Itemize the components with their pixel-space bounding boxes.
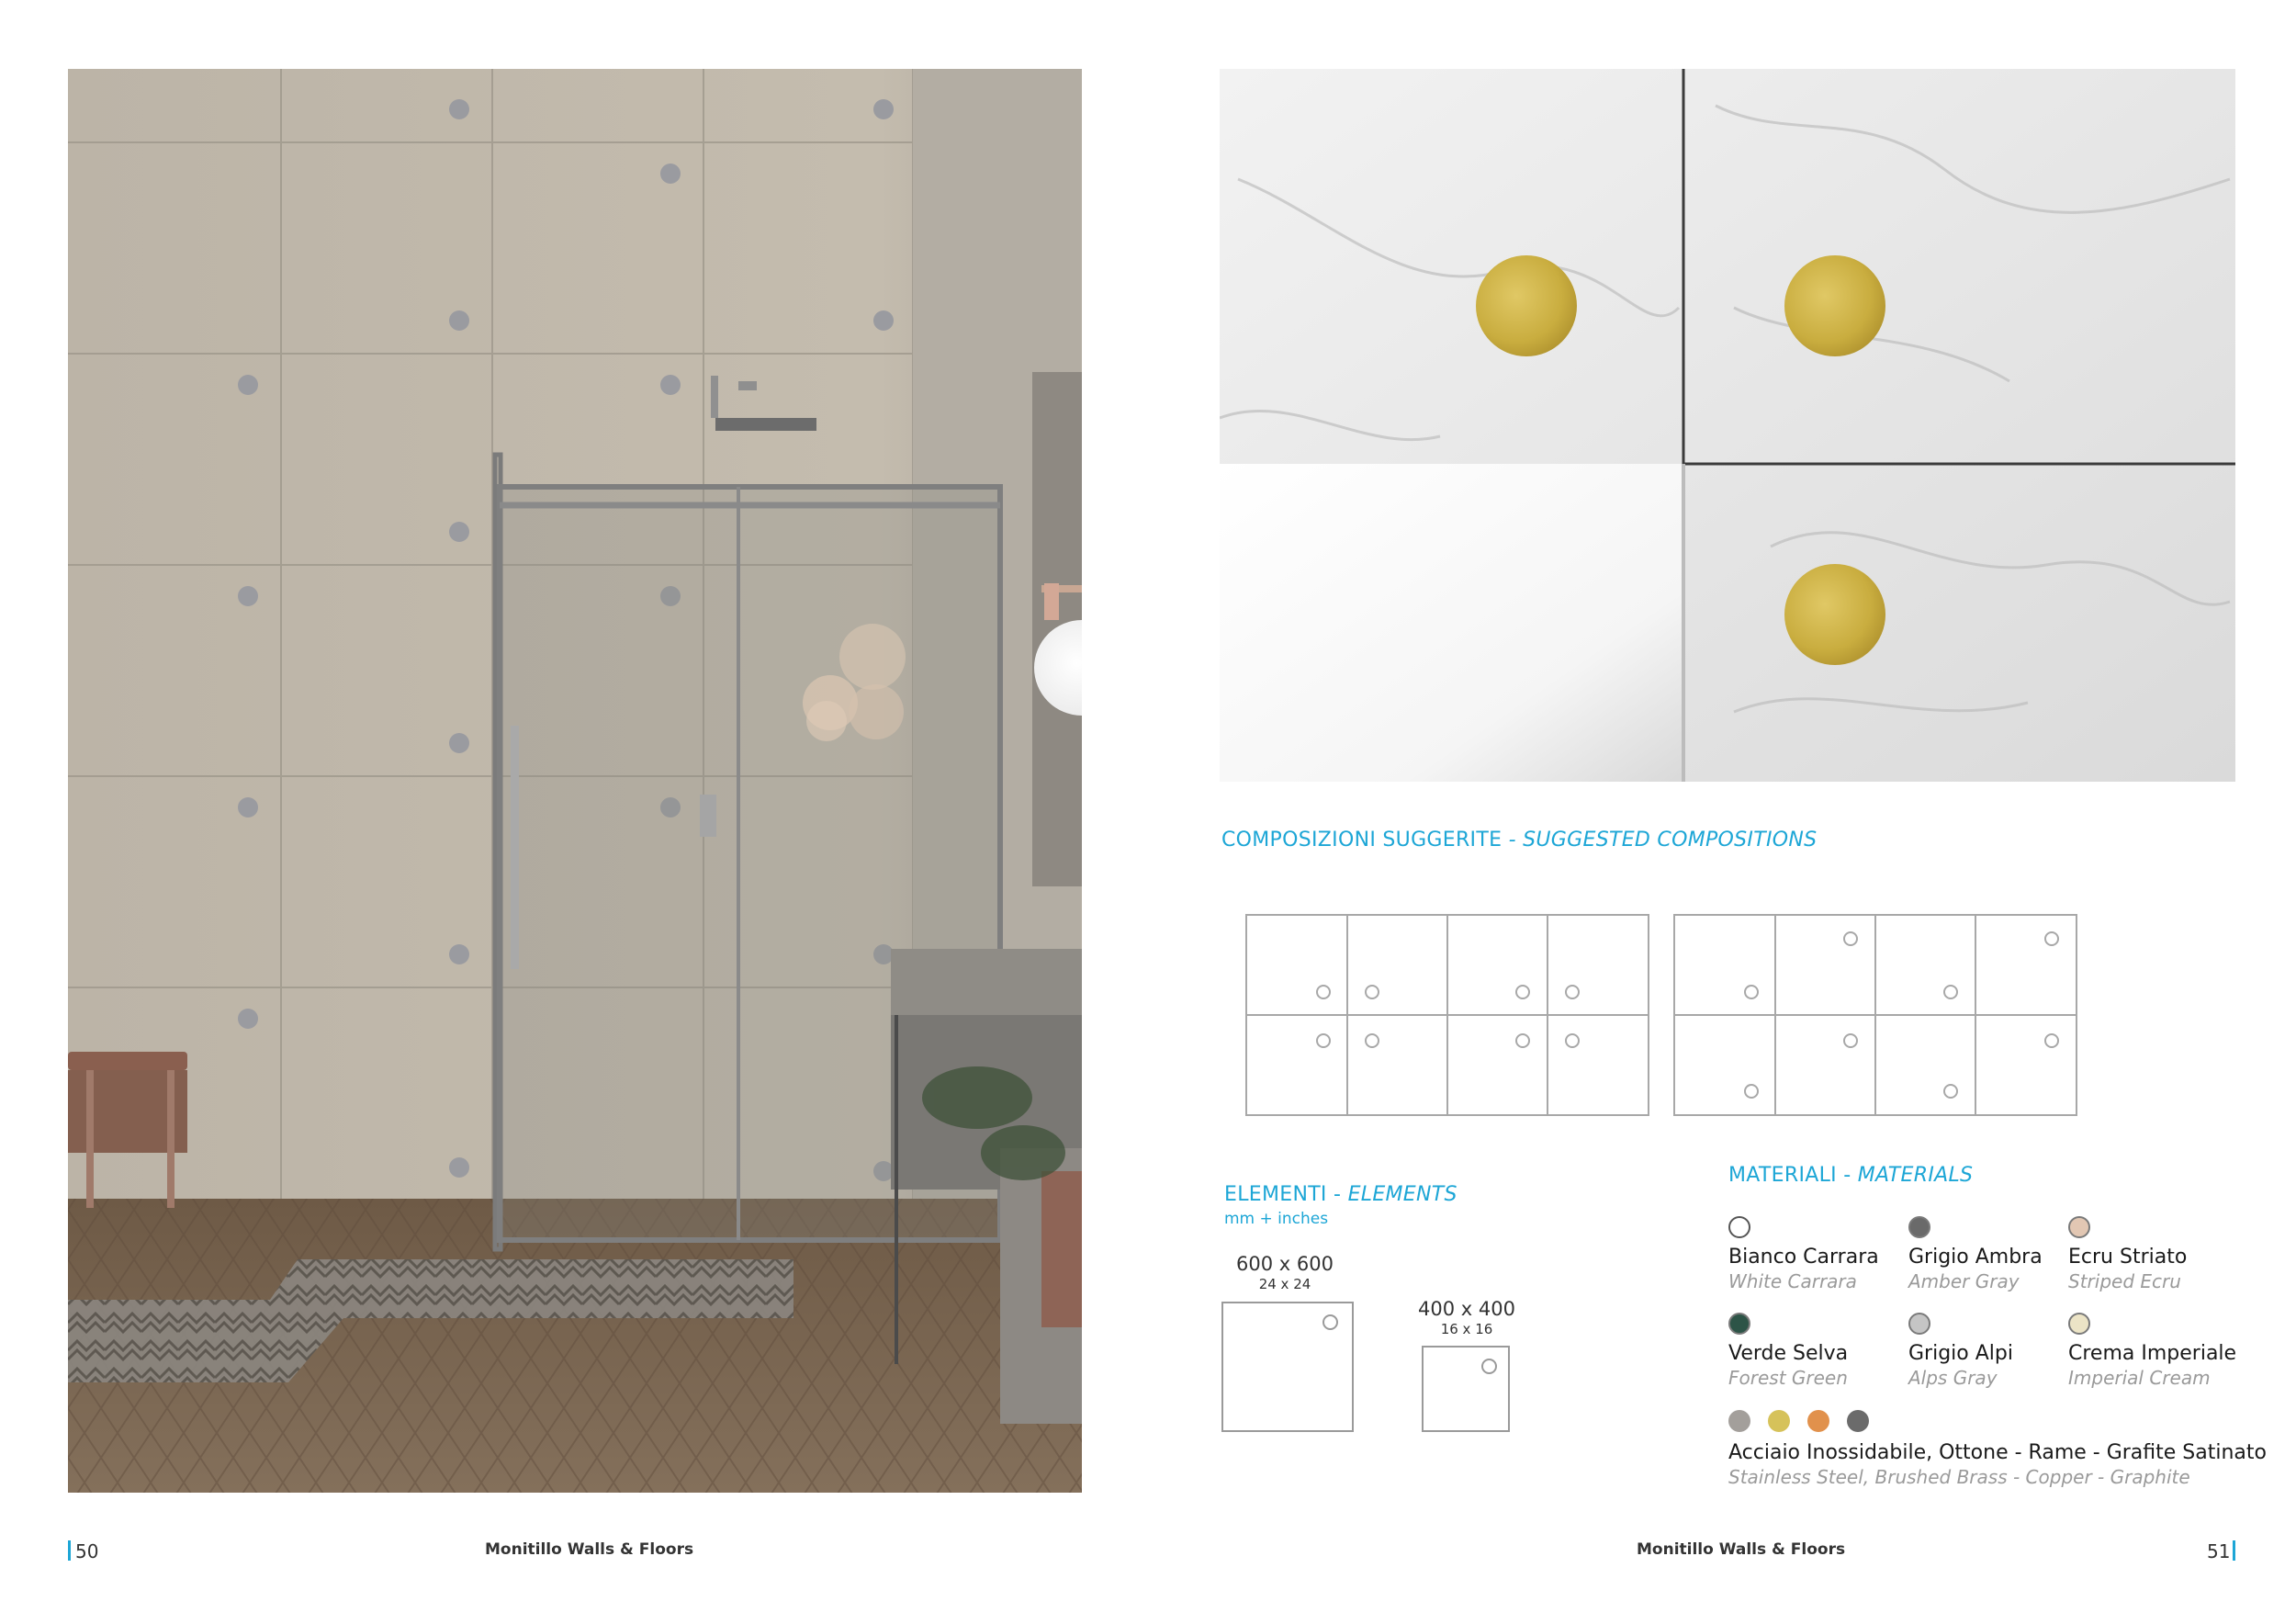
elements-title-en: ELEMENTS [1347,1183,1458,1206]
material-swatch [1728,1216,1750,1238]
material-name-it: Crema Imperiale [2068,1342,2237,1365]
page-marker-left [68,1540,71,1561]
tile-pin-icon [1322,1314,1338,1330]
material-swatch [1908,1216,1930,1238]
tile-pin-icon [1481,1359,1497,1374]
materials-title-it: MATERIALI - [1728,1164,1851,1187]
large-element-inches: 24 x 24 [1258,1276,1311,1292]
metals-label-en: Stainless Steel, Brushed Brass - Copper - Graphite [1728,1466,2190,1488]
large-element-tile [1221,1302,1354,1432]
footer-brand-right: Monitillo Walls & Floors [1637,1540,1846,1559]
small-element-inches: 16 x 16 [1440,1321,1493,1337]
elements-units: mm + inches [1224,1210,1329,1228]
material-label [1908,1342,2013,1389]
elements-title [1224,1183,1458,1206]
compositions-title [1221,829,1817,851]
material-name-en: Alps Gray [1908,1367,1998,1389]
metal-swatch [1728,1410,1750,1432]
small-element-mm: 400 x 400 [1418,1298,1515,1320]
material-name-it: Grigio Alpi [1908,1342,2013,1365]
metals-label-it: Acciaio Inossidabile, Ottone - Rame - Grafite Satinato [1728,1441,2267,1464]
material-swatch [1728,1313,1750,1335]
page-number-right: 51 [2207,1540,2231,1562]
material-label [1728,1246,1879,1292]
composition-diagram-2 [1673,914,2077,1116]
material-swatch [2068,1313,2090,1335]
material-name-it: Ecru Striato [2068,1246,2188,1269]
metal-swatch [1847,1410,1869,1432]
material-label [2068,1246,2187,1292]
material-label [1728,1342,1848,1389]
compositions-title-en: - SUGGESTED COMPOSITIONS [1508,829,1818,851]
material-label [2068,1342,2236,1389]
metal-swatch [1768,1410,1790,1432]
materials-title-en: MATERIALS [1857,1164,1974,1187]
material-name-en: White Carrara [1728,1270,1857,1292]
metal-swatch [1807,1410,1829,1432]
small-element-size [1405,1298,1528,1337]
material-name-en: Amber Gray [1908,1270,2020,1292]
large-element-size [1223,1253,1346,1292]
marble-tiles-photo [1220,69,2235,782]
material-name-en: Imperial Cream [2068,1367,2211,1389]
small-element-tile [1422,1346,1510,1432]
composition-diagram-1 [1245,914,1649,1116]
materials-title [1728,1164,1973,1187]
material-swatch [1908,1313,1930,1335]
material-label [1908,1246,2043,1292]
bathroom-photo [68,69,1082,1493]
material-name-it: Bianco Carrara [1728,1246,1879,1269]
page-number-left: 50 [75,1540,99,1562]
elements-title-it: ELEMENTI - [1224,1183,1342,1206]
material-name-en: Striped Ecru [2068,1270,2181,1292]
material-name-it: Verde Selva [1728,1342,1849,1365]
page-marker-right [2233,1540,2235,1561]
material-name-it: Grigio Ambra [1908,1246,2043,1269]
material-name-en: Forest Green [1728,1367,1848,1389]
footer-brand-left: Monitillo Walls & Floors [485,1540,694,1559]
material-swatch [2068,1216,2090,1238]
metals-label [1728,1441,2267,1488]
large-element-mm: 600 x 600 [1236,1253,1334,1275]
compositions-title-it: COMPOSIZIONI SUGGERITE [1221,829,1503,851]
